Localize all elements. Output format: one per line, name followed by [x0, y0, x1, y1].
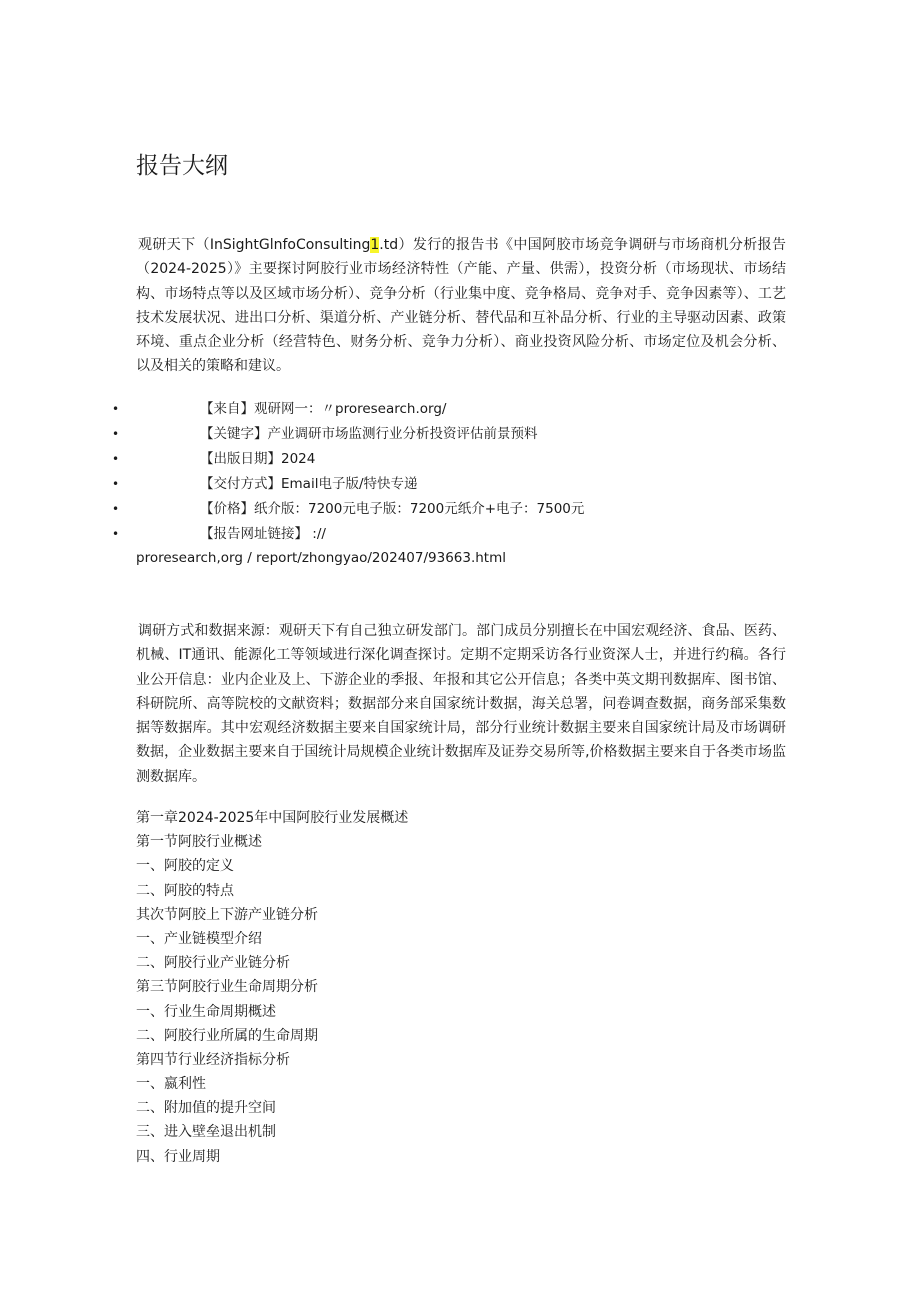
- report-info-list: [0, 397, 920, 547]
- toc-item: 一、嬴利性: [136, 1076, 206, 1093]
- toc-item: 第四节行业经济指标分析: [136, 1051, 290, 1068]
- bullet-icon: •: [112, 427, 120, 441]
- toc-item: 一、阿胶的定义: [136, 858, 234, 875]
- toc-item: 二、阿胶的特点: [136, 882, 234, 899]
- table-of-contents: [136, 806, 408, 1169]
- info-price-text: 【价格】纸介版：7200元电子版：7200元纸介+电子：7500元: [200, 501, 585, 517]
- toc-item: 一、产业链模型介绍: [136, 930, 262, 947]
- info-report-link-text: 【报告网址链接】 ://: [200, 526, 326, 542]
- info-delivery-text: 【交付方式】Email电子版/特快专递: [200, 476, 418, 492]
- intro-paragraph: [136, 233, 786, 379]
- bullet-icon: •: [112, 527, 120, 541]
- info-report-link: [0, 522, 920, 547]
- info-keywords-text: 【关键字】产业调研市场监测行业分析投资评估前景预料: [200, 426, 538, 442]
- toc-item: 二、阿胶行业所属的生命周期: [136, 1027, 318, 1044]
- method-paragraph: 调研方式和数据来源：观研天下有自己独立研发部门。部门成员分别擅长在中国宏观经济、食品、医药、机械、IT通讯、能源化工等领域进行深化调查探讨。定期不定期采访各行业资深人士，并进行约稿。各行业公开信息：业内企业及上、下游企业的季报、年报和其它公开信息；各类中英文期刊数据库、图书馆、科研院所、高等院校的文献资料；数据部分来自国家统计数据，海关总署，问卷调查数据，商务部采集数据等数据库。其中宏观经济数据主要来自国家统计局，部分行业统计数据主要来自国家统计局及市场调研数据，企业数据主要来自于国统计局规模企业统计数据库及证券交易所等,价格数据主要来自于各类市场监测数据库。: [136, 623, 786, 785]
- info-keywords: [0, 422, 920, 447]
- bullet-icon: •: [112, 477, 120, 491]
- toc-item: 第一节阿胶行业概述: [136, 834, 262, 851]
- intro-text-start: 观研天下（InSightGlnfoConsulting: [138, 237, 371, 253]
- info-publish-date-text: 【出版日期】2024: [200, 451, 316, 467]
- page-title: 报告大纲: [136, 153, 228, 179]
- info-price: [0, 497, 920, 522]
- toc-item: 第三节阿胶行业生命周期分析: [136, 979, 318, 996]
- info-delivery: [0, 472, 920, 497]
- bullet-icon: •: [112, 452, 120, 466]
- info-publish-date: [0, 447, 920, 472]
- toc-item: 其次节阿胶上下游产业链分析: [136, 906, 318, 923]
- report-url[interactable]: proresearch,org / report/zhongyao/202407/93663.html: [136, 550, 506, 566]
- highlighted-text: 1: [370, 237, 380, 253]
- bullet-icon: •: [112, 502, 120, 516]
- bullet-icon: •: [112, 402, 120, 416]
- toc-item: 三、进入壁垒退出机制: [136, 1124, 276, 1141]
- intro-text-rest: .td）发行的报告书《中国阿胶市场竞争调研与市场商机分析报告（2024-2025）》主要探讨阿胶行业市场经济特性（产能、产量、供需），投资分析（市场现状、市场结构、市场特点等以及区域市场分析）、竞争分析（行业集中度、竞争格局、竞争对手、竞争因素等）、工艺技术发展状况、进出口分析、渠道分析、产业链分析、替代品和互补品分析、行业的主导驱动因素、政策环境、重点企业分析（经营特色、财务分析、竞争力分析）、商业投资风险分析、市场定位及机会分析、以及相关的策略和建议。: [136, 237, 786, 375]
- toc-item: 第一章2024-2025年中国阿胶行业发展概述: [136, 810, 409, 826]
- info-source-text: 【来自】观研网一：〃proresearch.org/: [200, 401, 447, 417]
- toc-item: 四、行业周期: [136, 1148, 220, 1165]
- info-source: [0, 397, 920, 422]
- toc-item: 二、附加值的提升空间: [136, 1100, 276, 1117]
- toc-item: 一、行业生命周期概述: [136, 1003, 276, 1020]
- toc-item: 二、阿胶行业产业链分析: [136, 955, 290, 972]
